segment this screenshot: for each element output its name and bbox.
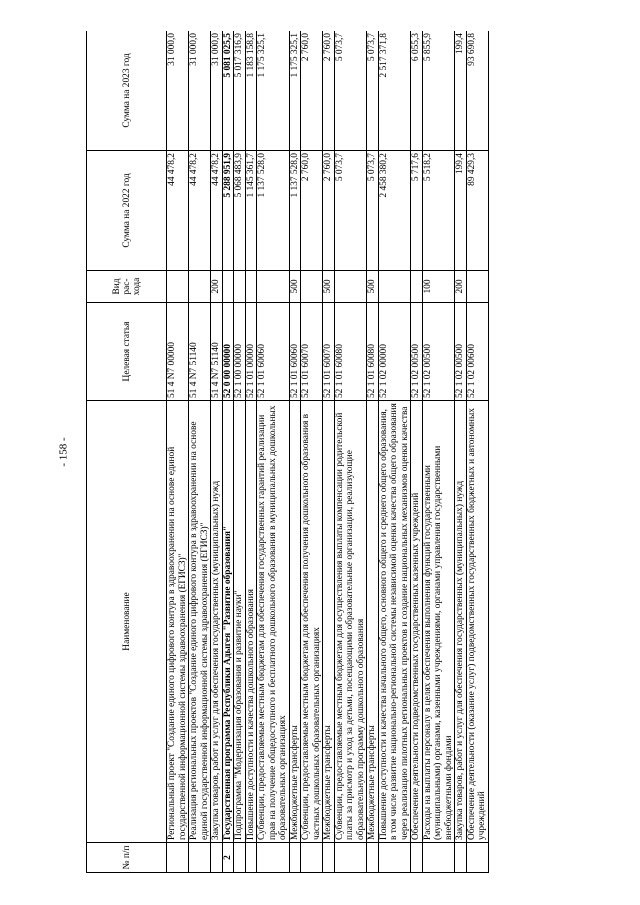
cell-target: 52 1 02 00000: [378, 303, 411, 401]
cell-sum2023: 5 855,9: [422, 31, 455, 151]
cell-name: Региональный проект "Создание единого цифрового контура в здравоохранении на основе единой государственной информационной системы здравоохранения (ЕГИСЗ)": [167, 401, 189, 843]
page-number: - 158 -: [58, 437, 71, 467]
cell-name: Закупка товаров, работ и услуг для обеспечения государственных (муниципальных) нужд: [211, 401, 223, 843]
cell-sum2023: 6 055,3: [411, 31, 423, 151]
cell-sum2022: 44 478,2: [211, 151, 223, 271]
cell-name: Обеспечение деятельности (оказание услуг) подведомственных государственных бюджетных и автономных учреждений: [466, 401, 488, 843]
cell-sum2022: 5 073,7: [367, 151, 379, 271]
cell-kind: 100: [422, 271, 455, 303]
cell-sum2023: 93 690,8: [466, 31, 488, 151]
cell-name: Подпрограмма "Модернизация образования и развитие науки": [234, 401, 246, 843]
cell-target: 52 1 01 60060: [289, 303, 301, 401]
cell-target: 52 1 02 00500: [411, 303, 423, 401]
cell-num: [189, 843, 211, 873]
cell-sum2023: 5 073,7: [334, 31, 367, 151]
cell-num: [378, 843, 411, 873]
table-row: [367, 31, 379, 873]
cell-num: [245, 843, 257, 873]
cell-num: [334, 843, 367, 873]
cell-num: [301, 843, 323, 873]
table-row: [245, 31, 257, 873]
cell-num: [257, 843, 290, 873]
cell-target: 52 1 01 00000: [245, 303, 257, 401]
cell-name: Субвенции, предоставляемые местным бюджетам для обеспечения государственных гарантий реализации прав на получение общедоступного и бесплатного дошкольного образования в муниципальных дошкольных образовательных организациях: [257, 401, 290, 843]
header-sum-2023: Сумма на 2023 год: [87, 31, 167, 151]
header-name: Наименование: [87, 401, 167, 843]
cell-kind: [222, 271, 234, 303]
cell-target: 52 1 01 60080: [367, 303, 379, 401]
cell-target: 52 1 02 00500: [455, 303, 467, 401]
table-row: [378, 31, 411, 873]
cell-sum2023: 1 175 325,1: [289, 31, 301, 151]
cell-name: Межбюджетные трансферты: [367, 401, 379, 843]
cell-sum2023: 199,4: [455, 31, 467, 151]
cell-num: [211, 843, 223, 873]
cell-sum2023: 2 760,0: [323, 31, 335, 151]
cell-kind: [245, 271, 257, 303]
page-number-box: [52, 428, 76, 476]
cell-num: [367, 843, 379, 873]
table-row: [455, 31, 467, 873]
cell-target: 52 1 01 60060: [257, 303, 290, 401]
table-row: [234, 31, 246, 873]
cell-kind: [334, 271, 367, 303]
cell-sum2022: 2 760,0: [323, 151, 335, 271]
document-area: [86, 31, 555, 873]
table-row: [257, 31, 290, 873]
cell-sum2022: 5 518,2: [422, 151, 455, 271]
header-num: № п/п: [87, 843, 167, 873]
header-kind: Вид рас-хода: [87, 271, 167, 303]
cell-sum2022: 199,4: [455, 151, 467, 271]
table-row: [323, 31, 335, 873]
cell-kind: [257, 271, 290, 303]
cell-target: 51 4 N7 51140: [189, 303, 211, 401]
header-sum-2022: Сумма на 2022 год: [87, 151, 167, 271]
cell-name: Расходы на выплаты персоналу в целях обеспечения выполнения функций государственными (муниципальными) органами, казенными учреждениями, органами управления государственными внебюджетными фондами: [422, 401, 455, 843]
table-row: [167, 31, 189, 873]
cell-num: [234, 843, 246, 873]
cell-name: Реализация региональных проектов "Создание единого цифрового контура в здравоохранении на основе единой государственной информационной системы здравоохранения (ЕГИСЗ)": [189, 401, 211, 843]
cell-target: 51 4 N7 00000: [167, 303, 189, 401]
header-target: Целевая статья: [87, 303, 167, 401]
cell-num: [289, 843, 301, 873]
cell-kind: [189, 271, 211, 303]
cell-sum2022: 1 137 528,0: [257, 151, 290, 271]
budget-table: [86, 31, 489, 873]
cell-kind: [167, 271, 189, 303]
cell-sum2022: 44 478,2: [189, 151, 211, 271]
cell-name: Субвенции, предоставляемые местным бюджетам для осуществления выплаты компенсации родительской платы за присмотр и уход за детьми, посещающими образовательные организации, реализующие образовательную программу дошкольного образования: [334, 401, 367, 843]
cell-name: Обеспечение деятельности подведомственных государственных казенных учреждений: [411, 401, 423, 843]
table-header-row: [87, 31, 167, 873]
table-body: [167, 31, 489, 873]
cell-sum2022: 89 429,3: [466, 151, 488, 271]
table-row: [334, 31, 367, 873]
cell-target: 51 4 N7 51140: [211, 303, 223, 401]
table-row: [211, 31, 223, 873]
cell-name: Межбюджетные трансферты: [323, 401, 335, 843]
table-row: [411, 31, 423, 873]
cell-num: [455, 843, 467, 873]
cell-num: [167, 843, 189, 873]
cell-name: Повышение доступности и качества начального общего, основного общего и среднего общего образования, в том числе развитие национально-региональной системы независимой оценки качества общего образования через реализацию пилотных региональных проектов и создание национальных механизмов оценки качества: [378, 401, 411, 843]
cell-sum2022: 5 068 483,9: [234, 151, 246, 271]
cell-target: 52 1 02 00500: [422, 303, 455, 401]
cell-num: 2: [222, 843, 234, 873]
cell-target: 52 1 01 60070: [301, 303, 323, 401]
table-row: [289, 31, 301, 873]
cell-sum2023: 31 000,0: [211, 31, 223, 151]
cell-sum2022: 44 478,2: [167, 151, 189, 271]
cell-target: 52 1 01 60070: [323, 303, 335, 401]
table-row: [222, 31, 234, 873]
cell-kind: 500: [323, 271, 335, 303]
cell-sum2023: 2 517 371,8: [378, 31, 411, 151]
cell-num: [411, 843, 423, 873]
cell-num: [466, 843, 488, 873]
cell-kind: [411, 271, 423, 303]
cell-name: Государственная программа Республики Адыгея "Развитие образования": [222, 401, 234, 843]
table-row: [301, 31, 323, 873]
cell-sum2022: 2 458 380,2: [378, 151, 411, 271]
cell-sum2023: 2 760,0: [301, 31, 323, 151]
cell-target: 52 1 01 60080: [334, 303, 367, 401]
cell-sum2022: 5 073,7: [334, 151, 367, 271]
cell-name: Закупка товаров, работ и услуг для обеспечения государственных (муниципальных) нужд: [455, 401, 467, 843]
cell-target: 52 1 00 00000: [234, 303, 246, 401]
cell-kind: [378, 271, 411, 303]
cell-sum2023: 31 000,0: [189, 31, 211, 151]
cell-target: 52 1 02 00600: [466, 303, 488, 401]
cell-kind: [234, 271, 246, 303]
cell-kind: 500: [367, 271, 379, 303]
cell-sum2023: 5 081 025,5: [222, 31, 234, 151]
cell-num: [422, 843, 455, 873]
cell-target: 52 0 00 00000: [222, 303, 234, 401]
cell-num: [323, 843, 335, 873]
cell-kind: [301, 271, 323, 303]
cell-kind: 500: [289, 271, 301, 303]
cell-sum2022: 1 145 361,7: [245, 151, 257, 271]
cell-sum2023: 5 017 316,9: [234, 31, 246, 151]
cell-name: Межбюджетные трансферты: [289, 401, 301, 843]
cell-sum2023: 1 183 158,8: [245, 31, 257, 151]
cell-sum2022: 2 760,0: [301, 151, 323, 271]
cell-sum2023: 1 175 325,1: [257, 31, 290, 151]
cell-kind: 200: [211, 271, 223, 303]
cell-name: Субвенции, предоставляемые местным бюджетам для обеспечения получения дошкольного образования в частных дошкольных образовательных организациях: [301, 401, 323, 843]
cell-sum2022: 5 717,6: [411, 151, 423, 271]
table-row: [422, 31, 455, 873]
rotated-page: [86, 31, 555, 873]
cell-kind: 200: [455, 271, 467, 303]
cell-sum2023: 31 000,0: [167, 31, 189, 151]
cell-name: Повышение доступности и качества дошкольного образования: [245, 401, 257, 843]
table-row: [189, 31, 211, 873]
cell-sum2022: 5 288 951,9: [222, 151, 234, 271]
cell-sum2022: 1 137 528,0: [289, 151, 301, 271]
cell-kind: [466, 271, 488, 303]
cell-sum2023: 5 073,7: [367, 31, 379, 151]
table-row: [466, 31, 488, 873]
